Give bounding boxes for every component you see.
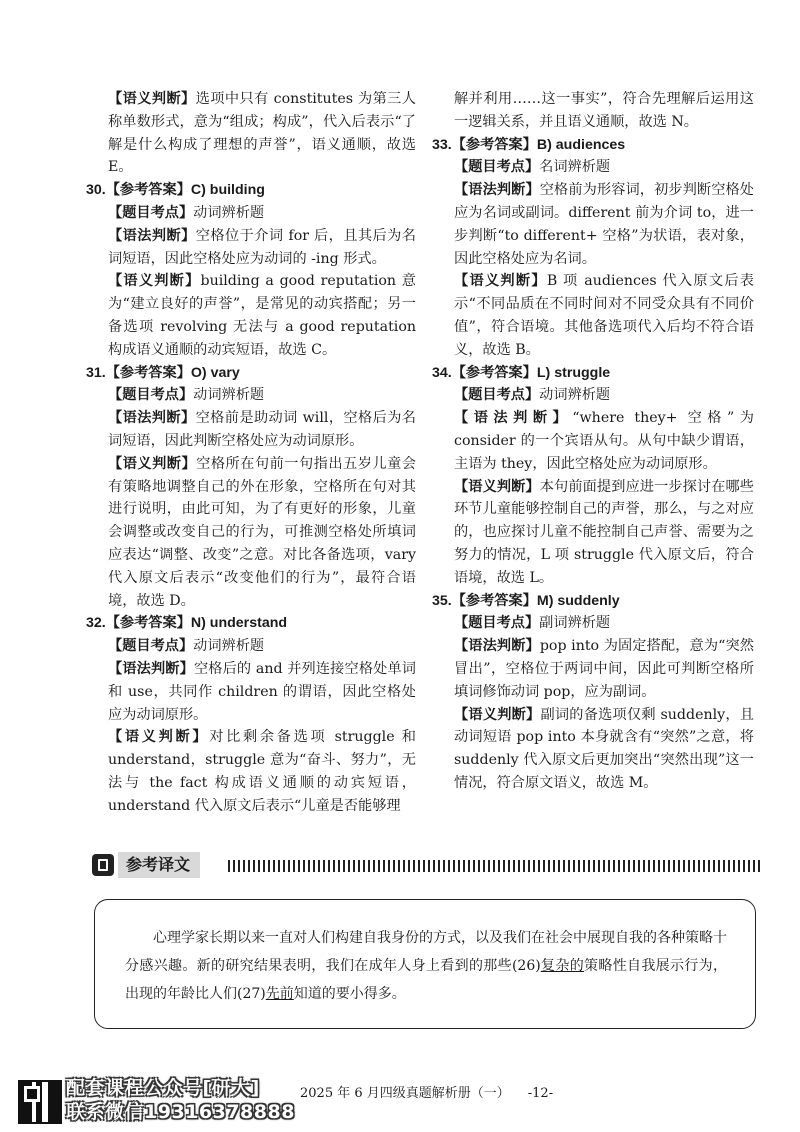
question-block (432, 590, 754, 795)
explanation-text: 动词辨析题 (539, 387, 611, 404)
explanation-tag: 【语法判断】 (454, 638, 540, 655)
explanation-paragraph (86, 225, 416, 271)
explanation-tag: 【语法判断】 (108, 660, 194, 677)
question-block (86, 362, 416, 613)
explanation-text: B 项 audiences 代入原文后表示“不同品质在不同时间对不同受众具有不同价值”，符合语境。其他备选项代入后均不符合语义，故选 B。 (454, 273, 754, 358)
answer-value: B) audiences (536, 136, 626, 153)
promo-line-2: 联系微信19316378888 (66, 1101, 295, 1123)
explanation-tag: 【语法判断】 (454, 410, 573, 427)
question-number: 35. (432, 592, 452, 609)
question-block (86, 612, 416, 817)
question-answer-line (432, 362, 754, 385)
explanation-tag: 【语义判断】 (454, 706, 541, 723)
question-block (86, 179, 416, 361)
explanation-text: 本句前面提到应进一步探讨在哪些环节儿童能够控制自己的声誉，那么，与之对应的，也应探讨儿童不能控制自己声誉、需要为之努力的情况，L 项 struggle 代入原文后，符合语境，故选 L。 (454, 478, 754, 586)
explanation-text: 解并利用……这一事实”，符合先理解后运用这一逻辑关系，并且语义通顺，故选 N。 (454, 91, 754, 130)
answer-tag: 【参考答案】 (105, 364, 191, 381)
answer-value: C) building (190, 182, 265, 199)
section-header (92, 851, 760, 881)
explanation-tag: 【语义判断】 (108, 91, 196, 107)
question-number: 32. (86, 615, 106, 632)
explanation-paragraph (86, 384, 416, 407)
answer-value: N) understand (190, 615, 288, 632)
answer-tag: 【参考答案】 (105, 615, 191, 632)
answer-value: M) suddenly (536, 592, 620, 609)
explanation-tag: 【语义判断】 (108, 729, 210, 746)
explanation-tag: 【语义判断】 (454, 273, 547, 290)
explanation-paragraph (432, 88, 754, 134)
page-info (300, 1082, 553, 1101)
explanation-paragraph (86, 270, 416, 361)
explanation-text: 副词的备选项仅剩 suddenly，且动词短语 pop into 本身就含有“突然”之意，将 suddenly 代入原文后更加突出“突然出现”这一情况，符合原文语义，故选 M。 (454, 706, 754, 791)
explanation-text: 动词辨析题 (193, 204, 265, 221)
translation-text-2: 策略性自我展示行为，出现的年龄比人们 (125, 958, 728, 1002)
explanation-text: 空格位于介词 for 后，且其后为名词短语，因此空格处应为动词的 -ing 形式。 (108, 227, 416, 267)
left-column (86, 88, 416, 818)
answer-tag: 【参考答案】 (451, 592, 537, 609)
explanation-paragraph (432, 156, 754, 179)
explanation-paragraph (432, 384, 754, 407)
blank-27-word: 先前 (265, 986, 294, 1002)
explanation-tag: 【语义判断】 (108, 273, 201, 290)
explanation-text: 名词辨析题 (539, 159, 611, 176)
explanation-text: 动词辨析题 (193, 638, 265, 655)
explanation-paragraph (432, 704, 754, 795)
question-number: 31. (86, 364, 106, 381)
explanation-text: 空格前为形容词，初步判断空格处应为名词或副词。different 前为介词 to，进一步判断“to different+ 空格”为状语，表对象，因此空格处应为名词。 (454, 182, 754, 267)
document-icon (92, 854, 114, 876)
explanation-text: 选项中只有 constitutes 为第三人称单数形式，意为“组成；构成”，代入后表示“了解是什么构成了理想的声誉”，语义通顺，故选 E。 (108, 91, 416, 176)
explanation-tag: 【语法判断】 (108, 410, 196, 427)
explanation-tag: 【题目考点】 (108, 638, 194, 655)
explanation-paragraph (432, 179, 754, 270)
promo-line-1: 配套课程公众号[研大] (66, 1077, 260, 1099)
explanation-tag: 【题目考点】 (108, 204, 194, 221)
translation-box (94, 899, 756, 1029)
question-answer-line (86, 179, 416, 202)
explanation-paragraph (432, 476, 754, 590)
section-divider (228, 860, 760, 872)
qr-code-icon (18, 1080, 62, 1124)
explanation-tag: 【语法判断】 (108, 227, 196, 244)
page-number: -12- (527, 1086, 554, 1101)
question-block (432, 362, 754, 590)
explanation-tag: 【语义判断】 (108, 455, 197, 472)
answer-value: O) vary (190, 364, 240, 381)
answer-tag: 【参考答案】 (105, 182, 191, 199)
question-answer-line (86, 362, 416, 385)
explanation-text: “where they+ 空格”为 consider 的一个宾语从句。从句中缺少谓语，主语为 they，因此空格处应为动词原形。 (454, 410, 754, 472)
explanation-paragraph (432, 270, 754, 361)
explanation-paragraph (86, 453, 416, 613)
translation-text-3: 知道的要小得多。 (293, 986, 406, 1002)
right-column (432, 88, 754, 795)
question-answer-line (432, 590, 754, 613)
section-title: 参考译文 (118, 852, 200, 878)
explanation-tag: 【语法判断】 (454, 182, 540, 199)
promo-watermark (66, 1076, 295, 1124)
answer-value: L) struggle (536, 364, 611, 381)
explanation-text: 动词辨析题 (193, 387, 265, 404)
answer-tag: 【参考答案】 (451, 136, 537, 153)
question-block (432, 134, 754, 362)
answer-tag: 【参考答案】 (451, 364, 537, 381)
explanation-text: 副词辨析题 (539, 615, 611, 632)
explanation-tag: 【题目考点】 (454, 387, 540, 404)
question-answer-line (86, 612, 416, 635)
explanation-paragraph (432, 612, 754, 635)
explanation-text: 对比剩余备选项 struggle 和 understand，struggle 意为“奋斗、努力”，无法与 the fact 构成语义通顺的动宾短语，understand 代入原文后表示“儿童是否能够理 (108, 729, 416, 814)
explanation-paragraph (86, 202, 416, 225)
explanation-tag: 【题目考点】 (454, 615, 540, 632)
explanation-paragraph (86, 726, 416, 817)
explanation-tag: 【语义判断】 (454, 478, 540, 495)
explanation-text: 空格所在句前一句指出五岁儿童会有策略地调整自己的外在形象，空格所在句对其进行说明，由此可知，为了有更好的形象，儿童会调整或改变自己的行为，可推测空格处所填词应表达“调整、改变”之意。对比各备选项，vary 代入原文后表示“改变他们的行为”，最符合语境，故选 D。 (108, 455, 416, 609)
explanation-paragraph (86, 88, 416, 179)
question-answer-line (432, 134, 754, 157)
explanation-text: building a good reputation 意为“建立良好的声誉”，是常见的动宾搭配；另一备选项 revolving 无法与 a good reputation 构成语义通顺的动宾短语，故选 C。 (108, 273, 416, 358)
explanation-tag: 【题目考点】 (108, 387, 194, 404)
blank-27-number: (27) (237, 986, 266, 1002)
blank-26-word: 复杂的 (540, 958, 585, 974)
question-number: 30. (86, 182, 106, 199)
explanation-text: 空格前是助动词 will，空格后为名词短语，因此判断空格处应为动词原形。 (108, 410, 416, 449)
translation-text-1: 心理学家长期以来一直对人们构建自我身份的方式，以及我们在社会中展现自我的各种策略十分感兴趣。新的研究结果表明，我们在成年人身上看到的那些 (125, 930, 727, 974)
continuation-block (432, 88, 754, 134)
explanation-paragraph (432, 635, 754, 703)
explanation-paragraph (86, 658, 416, 726)
question-number: 33. (432, 136, 452, 153)
explanation-paragraph (86, 407, 416, 453)
book-title: 2025 年 6 月四级真题解析册（一） (300, 1086, 510, 1101)
page-footer (0, 1070, 800, 1132)
explanation-paragraph (432, 407, 754, 475)
continuation-block (86, 88, 416, 179)
explanation-text: pop into 为固定搭配，意为“突然冒出”，空格位于两词中间，因此可判断空格所填词修饰动词 pop，应为副词。 (454, 638, 754, 700)
explanation-text: 空格后的 and 并列连接空格处单词和 use，共同作 children 的谓语，因此空格处应为动词原形。 (108, 660, 416, 723)
blank-26-number: (26) (511, 958, 541, 974)
explanation-tag: 【题目考点】 (454, 159, 540, 176)
question-number: 34. (432, 364, 452, 381)
explanation-paragraph (86, 635, 416, 658)
